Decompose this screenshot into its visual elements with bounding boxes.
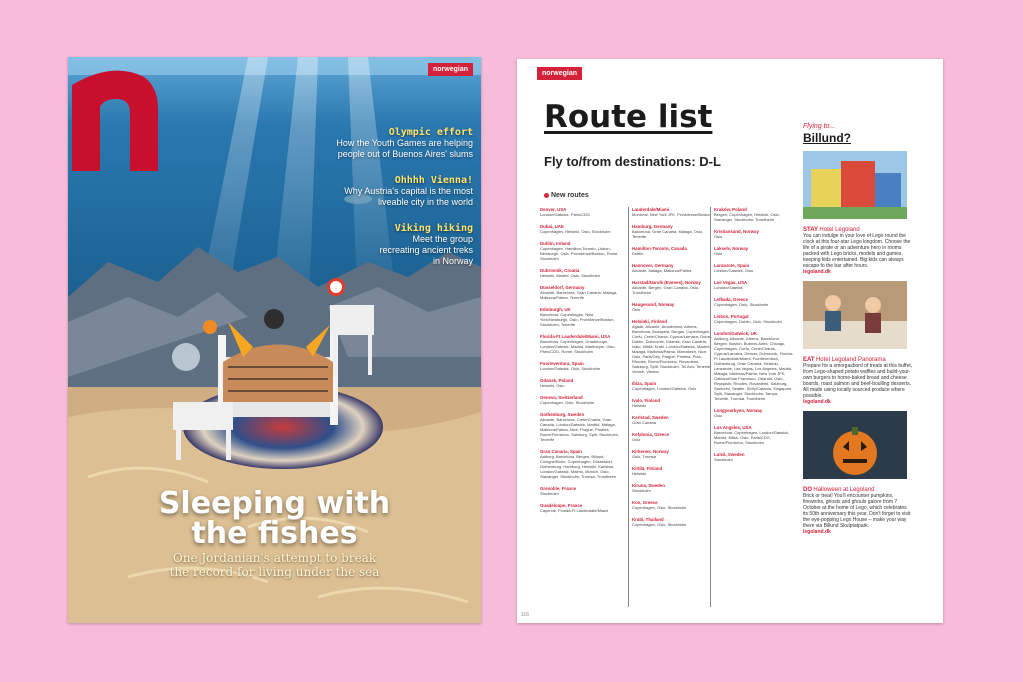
route-city: Lisbon, Portugal xyxy=(714,314,749,319)
route-destinations: Barcelona, Gran Canaria, Malaga, Oslo, Tenerife xyxy=(632,229,704,239)
route-entry xyxy=(632,466,712,476)
route-entry xyxy=(632,500,712,510)
destination-heading: Billund? xyxy=(803,131,851,145)
flying-to-label: Flying to... xyxy=(803,123,836,130)
route-destinations: Dublin xyxy=(632,251,644,256)
route-city: Haugesund, Norway xyxy=(632,302,675,307)
route-city: Kraków, Poland xyxy=(714,207,747,212)
route-destinations: Barcelona, Copenhagen, Guadeloupe, London/Gatwick, Madrid, Martinique, Oslo, Paris/CDG, Rome, Stockholm xyxy=(540,339,616,354)
route-city: Hamburg, Germany xyxy=(632,224,673,229)
route-destinations: Stockholm xyxy=(540,491,559,496)
route-destinations: Alicante, Barcelona, Gran Canaria, Malaga, Mallorca/Palma, Tenerife xyxy=(540,290,618,300)
route-entry xyxy=(540,268,620,278)
route-entry xyxy=(632,483,712,493)
route-entry xyxy=(714,207,794,222)
route-city: Düsseldorf, Germany xyxy=(540,285,585,290)
route-city: Los Angeles, USA xyxy=(714,425,752,430)
route-entry xyxy=(540,412,620,442)
route-city: Kristiansand, Norway xyxy=(714,229,759,234)
route-entry xyxy=(540,395,620,405)
eat-keyword: EAT xyxy=(803,357,815,363)
do-link[interactable]: legoland.dk xyxy=(803,529,831,535)
route-destinations: Helsinki xyxy=(632,471,647,476)
route-entry xyxy=(714,263,794,273)
route-entry xyxy=(540,449,620,479)
route-city: Luleå, Sweden xyxy=(714,452,745,457)
route-entry xyxy=(714,452,794,462)
route-entry xyxy=(714,314,794,324)
route-entry xyxy=(632,263,712,273)
eat-link[interactable]: legoland.dk xyxy=(803,399,831,405)
route-destinations: Copenhagen, Helsinki, Oslo, Stockholm xyxy=(540,229,611,234)
route-city: Las Vegas, USA xyxy=(714,280,748,285)
route-destinations: Barcelona, Copenhagen, London/Gatwick, Madrid, Milan, Oslo, Paris/CDG, Rome/Fiumicino, Stockholm xyxy=(714,430,790,445)
cover-headline xyxy=(68,486,481,551)
new-routes-legend xyxy=(544,192,589,199)
route-city: Ivalo, Finland xyxy=(632,398,661,403)
route-city: Hamilton-Toronto, Canada xyxy=(632,246,687,251)
teaser-heading: Olympic effort xyxy=(388,127,473,138)
page-number: 116 xyxy=(521,612,529,618)
eat-block xyxy=(803,357,913,405)
stay-block xyxy=(803,227,913,275)
teaser-heading: Ohhhh Vienna! xyxy=(394,175,473,186)
route-destinations: Copenhagen, Oslo, Stockholm xyxy=(632,505,687,510)
route-city: Guadeloupe, France xyxy=(540,503,583,508)
route-columns xyxy=(540,207,796,607)
norwegian-n-logo xyxy=(72,67,158,171)
new-route-dot-icon xyxy=(544,193,549,198)
route-entry xyxy=(540,241,620,261)
route-column xyxy=(628,207,712,607)
route-city: Lefkada, Greece xyxy=(714,297,748,302)
route-destinations: Oslo xyxy=(714,234,723,239)
route-entry xyxy=(714,425,794,445)
route-city: Lakselv, Norway xyxy=(714,246,749,251)
teaser-text: How the Youth Games are helping people out of Buenos Aires' slums xyxy=(336,138,473,159)
route-list-page xyxy=(517,59,943,623)
teaser-olympic xyxy=(333,127,473,160)
billund-sidebar xyxy=(803,123,913,535)
route-entry xyxy=(632,319,712,374)
stay-keyword: STAY xyxy=(803,227,819,233)
route-entry xyxy=(632,449,712,459)
route-city: Gothenburg, Sweden xyxy=(540,412,585,417)
route-city: Geneva, Switzerland xyxy=(540,395,583,400)
route-destinations: Helsinki xyxy=(632,403,647,408)
halloween-photo xyxy=(803,411,907,479)
route-entry xyxy=(540,486,620,496)
route-column xyxy=(540,207,620,607)
brand-logo: norwegian xyxy=(428,63,473,76)
route-entry xyxy=(540,361,620,371)
route-city: Longyearbyen, Norway xyxy=(714,408,763,413)
route-entry xyxy=(714,297,794,307)
route-destinations: London/Gatwick, Oslo, Stockholm xyxy=(540,366,601,371)
stay-text: You can indulge in your love of Lego round the clock at this four-star Lego kingdom. Choose the life of a pirate or an adventure hero in rooms packed with Lego bricks, models and games, keeping kids entertained. Big kids can always escape to the bar after hours. xyxy=(803,233,911,269)
route-entry xyxy=(540,503,620,513)
route-entry xyxy=(540,224,620,234)
route-destinations: Copenhagen, Hamilton-Toronto, Lisbon, Newburgh, Oslo, Providence/Boston, Rome, Stockholm xyxy=(540,246,619,261)
route-destinations: London/Gatwick xyxy=(714,285,743,290)
route-destinations: Montreal, New York JFK, Providence/Boston xyxy=(632,212,711,217)
route-city: Lauderdale/Miami xyxy=(632,207,670,212)
route-city: Gdansk, Poland xyxy=(540,378,574,383)
route-destinations: Copenhagen, Oslo, Stockholm xyxy=(714,302,769,307)
route-destinations: Stockholm xyxy=(714,457,733,462)
route-entry xyxy=(632,280,712,295)
route-entry xyxy=(540,285,620,300)
route-city: Dublin, Ireland xyxy=(540,241,571,246)
route-city: Lanzarote, Spain xyxy=(714,263,750,268)
route-destinations: London/Gatwick, Paris/CDG xyxy=(540,212,591,217)
route-entry xyxy=(714,331,794,401)
route-destinations: Agadir, Alicante, Amsterdam, Athens, Barcelona, Budapest, Burgas, Copenhagen, Corfu, Crete/Chania, Cyprus/Larnaca, Dubai, Dublin, Dubrovnik, Gdansk, Gran Canaria, Ivalo, Kittilä, Krabi, London/Gatwick, Madrid, Malaga, Mallorca/Palma, Marrakech, Nice, Oslo, Paris/Orly, Prague, Pristina, Pula, Rhodes, Rome/Fiumicino, Rovaniemi, Salzburg, Split, Stockholm, Tel Aviv, Tenerife, Venice, Vienna xyxy=(632,324,712,374)
route-destinations: Aalborg, Alicante, Athens, Barcelona, Bergen, Boston, Buenos Aires, Chicago, Copenhagen, Corfu, Crete/Chania, Cyprus/Larnaca, Denver, Dubrovnik, Florida-Ft Lauderdale/Miami, Fuerteventura, Gothenburg, Gran Canaria, Helsinki, Lanzarote, Las Vegas, Los Angeles, Madrid, Malaga, Mallorca/Palma, New York JFK, Oakland/San Francisco, Orlando, Oslo, Reykjavik, Rhodes, Rovaniemi, Salzburg, Santorini, Seattle, Sicily/Catania, Singapore, Split, Stavanger, Stockholm, Tampa, Tenerife, Tromsø, Trondheim xyxy=(714,336,794,401)
route-destinations: Oslo xyxy=(632,307,641,312)
route-destinations: Cayenne, Florida-Ft Lauderdale/Miami xyxy=(540,508,609,513)
do-keyword: DO xyxy=(803,487,812,493)
do-text: Brick or treat! You'll encounter pumpkins, fireworks, ghosts and ghouls galore from 7 October at the home of Lego, which celebrates its 50th anniversary this year. Don't forget to visit the eye-popping Lego House – make your way there via Billund Skulptatpark. xyxy=(803,493,911,529)
route-city: Kittilä, Finland xyxy=(632,466,663,471)
route-city: Dubrovnik, Croatia xyxy=(540,268,580,273)
route-destinations: Helsinki, Madrid, Oslo, Stockholm xyxy=(540,273,600,278)
route-entry xyxy=(540,334,620,354)
route-entry xyxy=(632,415,712,425)
route-destinations: Alicante, Malaga, Mallorca/Palma xyxy=(632,268,692,273)
route-destinations: Stockholm xyxy=(632,488,651,493)
route-destinations: Barcelona, Copenhagen, New York/Newburgh, Oslo, Providence/Boston, Stockholm, Tenerife xyxy=(540,312,615,327)
route-city: Edinburgh, UK xyxy=(540,307,571,312)
route-destinations: Oslo xyxy=(632,437,641,442)
route-city: Fuerteventura, Spain xyxy=(540,361,584,366)
route-destinations: Aalborg, Barcelona, Bergen, Billund, Cologne/Bonn, Copenhagen, Düsseldorf, Gothenburg, Hamburg, Helsinki, Karlstad, London/Gatwick, Malmo, Munich, Oslo, Stavanger, Stockholm, Tromsø, Trondheim xyxy=(540,454,616,479)
route-destinations: Alicante, Bergen, Gran Canaria, Oslo, Trondheim xyxy=(632,285,700,295)
cover-headline-line: the fishes xyxy=(191,516,358,551)
route-entry xyxy=(540,378,620,388)
magazine-cover xyxy=(68,57,481,623)
route-destinations: Bergen, Copenhagen, Helsinki, Oslo, Stavanger, Stockholm, Trondheim xyxy=(714,212,780,222)
route-city: Hannover, Germany xyxy=(632,263,674,268)
route-city: Helsinki, Finland xyxy=(632,319,667,324)
route-city: Kefalonia, Greece xyxy=(632,432,670,437)
route-city: London/Gatwick, UK xyxy=(714,331,757,336)
route-column xyxy=(710,207,794,607)
route-city: Harstad/Narvik (Evenes), Norway xyxy=(632,280,701,285)
route-city: Florida-Ft Lauderdale/Miami, USA xyxy=(540,334,611,339)
route-destinations: Helsinki, Oslo xyxy=(540,383,565,388)
route-city: Kirkenes, Norway xyxy=(632,449,669,454)
page-subtitle: Fly to/from destinations: D-L xyxy=(544,154,721,169)
new-routes-label: New routes xyxy=(551,192,589,199)
stay-link[interactable]: legoland.dk xyxy=(803,269,831,275)
route-destinations: Oslo xyxy=(714,251,723,256)
route-entry xyxy=(632,381,712,391)
route-city: Denver, USA xyxy=(540,207,567,212)
route-entry xyxy=(714,229,794,239)
route-destinations: Copenhagen, Dublin, Oslo, Stockholm xyxy=(714,319,782,324)
do-block xyxy=(803,487,913,535)
teaser-text: Meet the group recreating ancient treks in Norway xyxy=(379,234,473,266)
eat-heading: Hotel Legoland Panorama xyxy=(815,357,886,363)
route-destinations: Gran Canaria xyxy=(632,420,657,425)
route-destinations: London/Gatwick, Oslo xyxy=(714,268,754,273)
teaser-viking xyxy=(378,223,473,267)
teaser-vienna xyxy=(343,175,473,208)
restaurant-photo xyxy=(803,281,907,349)
brand-logo: norwegian xyxy=(537,67,582,80)
eat-text: Prepare for a smorgasbord of treats at this buffet, from Lego-shaped potato waffles and build-your-own burgers to home-baked bread and cheese boards, roast salmon and beef-boulling desserts. All made using locally sourced produce where possible. xyxy=(803,363,913,399)
route-entry xyxy=(632,517,712,527)
stay-heading: Hotel Legoland xyxy=(819,227,860,233)
route-destinations: Alicante, Barcelona, Crete/Chania, Gran Canaria, London/Gatwick, Madrid, Malaga, Mallorca/Palma, Nice, Prague, Pristina, Rome/Fiumicino, Salzburg, Split, Stockholm, Tenerife xyxy=(540,417,619,442)
route-entry xyxy=(632,224,712,239)
route-city: Dubai, UAE xyxy=(540,224,564,229)
route-destinations: Oslo, Tromsø xyxy=(632,454,657,459)
route-entry xyxy=(540,207,620,217)
route-city: Kos, Greece xyxy=(632,500,658,505)
route-entry xyxy=(632,398,712,408)
route-entry xyxy=(632,432,712,442)
route-destinations: Copenhagen, London/Gatwick, Oslo xyxy=(632,386,697,391)
route-city: Krabi, Thailand xyxy=(632,517,664,522)
page-title: Route list xyxy=(544,99,713,135)
cover-subheadline xyxy=(68,551,481,579)
cover-subheadline-line: the record for living under the sea xyxy=(169,565,380,579)
route-entry xyxy=(632,302,712,312)
route-entry xyxy=(714,280,794,290)
teaser-text: Why Austria's capital is the most liveable city in the world xyxy=(344,186,473,207)
hotel-legoland-photo xyxy=(803,151,907,219)
route-entry xyxy=(714,408,794,418)
route-destinations: Copenhagen, Oslo, Stockholm xyxy=(540,400,595,405)
route-city: Ibiza, Spain xyxy=(632,381,657,386)
route-entry xyxy=(632,246,712,256)
route-city: Karlstad, Sweden xyxy=(632,415,669,420)
route-destinations: Oslo xyxy=(714,413,723,418)
teaser-heading: Viking hiking xyxy=(394,223,473,234)
route-destinations: Copenhagen, Oslo, Stockholm xyxy=(632,522,687,527)
route-city: Grenoble, France xyxy=(540,486,577,491)
cover-headline-line: Sleeping with xyxy=(158,486,391,521)
cover-subheadline-line: One Jordanian's attempt to break xyxy=(172,551,377,565)
route-entry xyxy=(632,207,712,217)
route-entry xyxy=(540,307,620,327)
route-city: Kiruna, Sweden xyxy=(632,483,665,488)
do-heading: Halloween at Legoland xyxy=(813,487,875,493)
route-entry xyxy=(714,246,794,256)
route-city: Gran Canaria, Spain xyxy=(540,449,582,454)
